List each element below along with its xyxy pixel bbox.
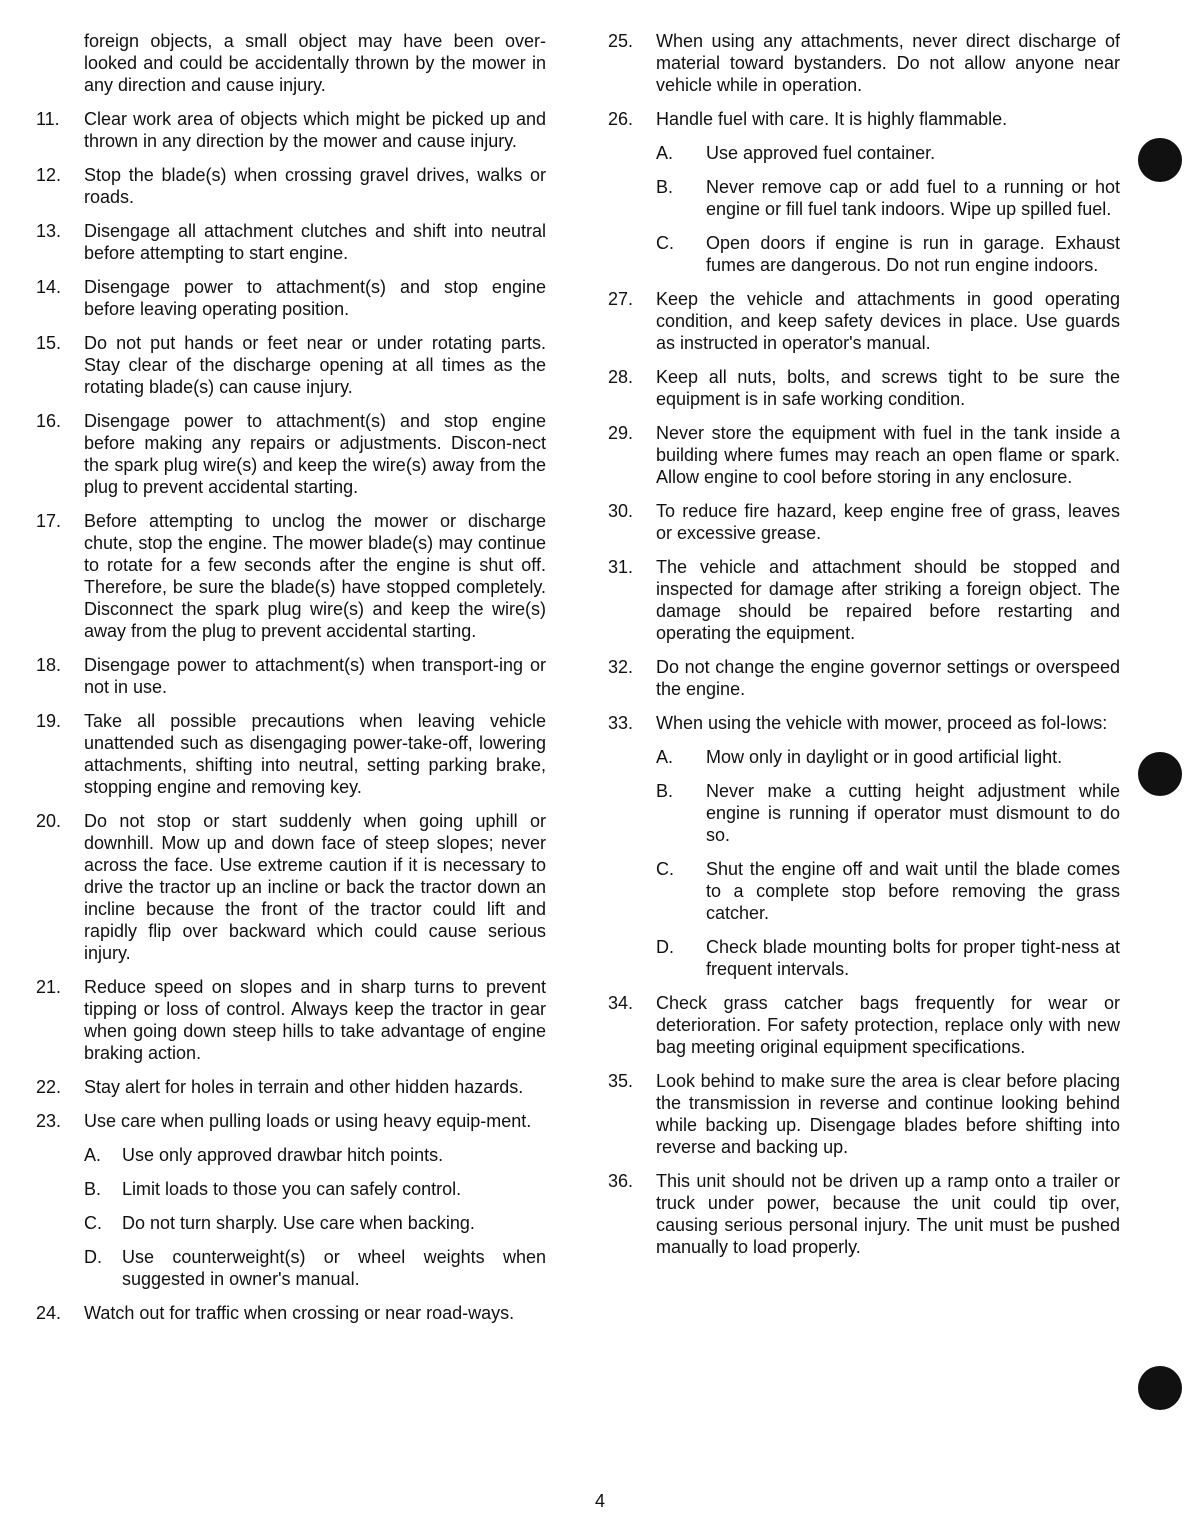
sub-item-text: Never make a cutting height adjustment while engine is running if operator must dismount to do so.: [706, 781, 1120, 845]
list-item-25: [608, 30, 1120, 96]
page-number: 4: [594, 1491, 605, 1511]
item-text: Stay alert for holes in terrain and other hidden hazards.: [84, 1077, 524, 1097]
right-item-list-a: [608, 288, 1120, 700]
binder-hole-icon: [1138, 752, 1182, 796]
item-text: This unit should not be driven up a ramp onto a trailer or truck under power, because the unit could tip over, causing serious personal injury. The unit must be pushed manually to load properly.: [656, 1171, 1120, 1257]
sub-item-text: Check blade mounting bolts for proper tight-ness at frequent intervals.: [706, 937, 1120, 979]
list-item: [36, 1110, 546, 1132]
item-text: When using the vehicle with mower, proceed as fol-lows:: [656, 713, 1108, 733]
item-number: 34.: [608, 993, 634, 1013]
item-number: 36.: [608, 1171, 634, 1191]
item-text: Disengage power to attachment(s) and stop engine before leaving operating position.: [84, 277, 546, 319]
list-item: [36, 654, 546, 698]
item-text: Look behind to make sure the area is clear before placing the transmission in reverse and continue looking behind while backing up. Disengage blades before shifting into reverse and backing up.: [656, 1071, 1120, 1157]
sub-item-letter: D.: [656, 937, 674, 957]
sub-item: [656, 232, 1120, 276]
list-item: [36, 1076, 546, 1098]
sub-item-text: Use approved fuel container.: [706, 143, 936, 163]
item-number: 21.: [36, 977, 62, 997]
item-number: 18.: [36, 655, 62, 675]
item-23-sublist: [84, 1144, 546, 1290]
item-text: Take all possible precautions when leaving vehicle unattended such as disengaging power-take-off, lowering attachments, shifting into neutral, setting parking brake, stopping engine and removing key.: [84, 711, 546, 797]
right-item-list-b: [608, 992, 1120, 1258]
sub-item-text: Use counterweight(s) or wheel weights when suggested in owner's manual.: [122, 1247, 546, 1289]
list-item: [608, 656, 1120, 700]
sub-item: [656, 746, 1120, 768]
item-text: Keep the vehicle and attachments in good operating condition, and keep safety devices in place. Use guards as instructed in operator's manual.: [656, 289, 1120, 353]
list-item: [608, 992, 1120, 1058]
sub-item-letter: A.: [84, 1145, 102, 1165]
list-item: [608, 422, 1120, 488]
sub-item-text: Do not turn sharply. Use care when backing.: [122, 1213, 475, 1233]
list-item: [36, 410, 546, 498]
item-text: Check grass catcher bags frequently for wear or deterioration. For safety protection, replace only with new bag meeting original equipment specifications.: [656, 993, 1120, 1057]
list-item: [36, 164, 546, 208]
list-item: [36, 332, 546, 398]
item-text: The vehicle and attachment should be stopped and inspected for damage after striking a foreign object. The damage should be repaired before restarting and operating the equipment.: [656, 557, 1120, 643]
item-number: 33.: [608, 713, 634, 733]
sub-item-text: Shut the engine off and wait until the blade comes to a complete stop before removing the grass catcher.: [706, 859, 1120, 923]
sub-item-text: Use only approved drawbar hitch points.: [122, 1145, 444, 1165]
sub-item-letter: C.: [84, 1213, 102, 1233]
binder-hole-icon: [1138, 1366, 1182, 1410]
item-text: Disengage power to attachment(s) and stop engine before making any repairs or adjustments. Discon-nect the spark plug wire(s) and keep the wire(s) away from the plug to prevent accidental starting.: [84, 411, 546, 497]
item-text: Before attempting to unclog the mower or discharge chute, stop the engine. The mower blade(s) may continue to rotate for a few seconds after the engine is shut off. Therefore, be sure the blade(s) have stopped completely. Disconnect the spark plug wire(s) and keep the wire(s) away from the plug to prevent accidental starting.: [84, 511, 546, 641]
sub-item-letter: B.: [656, 781, 674, 801]
item-number: 20.: [36, 811, 62, 831]
item-number: 28.: [608, 367, 634, 387]
left-item-list: [36, 108, 546, 1132]
sub-item: [656, 936, 1120, 980]
item-number: 22.: [36, 1077, 62, 1097]
item-number: 17.: [36, 511, 62, 531]
item-text: When using any attachments, never direct discharge of material toward bystanders. Do not allow anyone near vehicle while in operation.: [656, 31, 1120, 95]
list-item: [608, 366, 1120, 410]
item-number: 13.: [36, 221, 62, 241]
sub-item-letter: B.: [84, 1179, 102, 1199]
item-text: Reduce speed on slopes and in sharp turns to prevent tipping or loss of control. Always keep the tractor in gear when going down steep hills to take advantage of engine braking action.: [84, 977, 546, 1063]
item-number: 29.: [608, 423, 634, 443]
sub-item: [84, 1144, 546, 1166]
item-33-sublist: [656, 746, 1120, 980]
item-number: 24.: [36, 1303, 62, 1323]
item-text: Do not change the engine governor settings or overspeed the engine.: [656, 657, 1120, 699]
item-number: 27.: [608, 289, 634, 309]
item-text: Disengage power to attachment(s) when transport-ing or not in use.: [84, 655, 546, 697]
item-number: 31.: [608, 557, 634, 577]
continuation-text: foreign objects, a small object may have been over-looked and could be accidentally thrown by the mower in any direction and cause injury.: [84, 31, 546, 95]
list-item: [36, 276, 546, 320]
list-item: [36, 108, 546, 152]
item-number: 14.: [36, 277, 62, 297]
item-number: 11.: [36, 109, 60, 129]
sub-item-text: Limit loads to those you can safely control.: [122, 1179, 462, 1199]
list-item: [36, 510, 546, 642]
item-text: Watch out for traffic when crossing or near road-ways.: [84, 1303, 515, 1323]
item-text: Use care when pulling loads or using heavy equip-ment.: [84, 1111, 532, 1131]
item-10-continuation: [36, 30, 546, 96]
item-text: Never store the equipment with fuel in the tank inside a building where fumes may reach an open flame or spark. Allow engine to cool before storing in any enclosure.: [656, 423, 1120, 487]
sub-item-letter: D.: [84, 1247, 102, 1267]
item-number: 19.: [36, 711, 62, 731]
sub-item-letter: C.: [656, 859, 674, 879]
sub-item: [656, 142, 1120, 164]
item-number: 12.: [36, 165, 62, 185]
sub-item: [656, 780, 1120, 846]
item-text: Do not put hands or feet near or under rotating parts. Stay clear of the discharge opening at all times as the rotating blade(s) can cause injury.: [84, 333, 546, 397]
sub-item-letter: B.: [656, 177, 674, 197]
item-text: Disengage all attachment clutches and shift into neutral before attempting to start engine.: [84, 221, 546, 263]
item-number: 30.: [608, 501, 634, 521]
sub-item: [84, 1178, 546, 1200]
list-item: [36, 976, 546, 1064]
item-number: 35.: [608, 1071, 634, 1091]
sub-item-letter: C.: [656, 233, 674, 253]
item-text: Keep all nuts, bolts, and screws tight to be sure the equipment is in safe working condition.: [656, 367, 1120, 409]
binder-hole-icon: [1138, 138, 1182, 182]
list-item: [608, 556, 1120, 644]
list-item: [608, 500, 1120, 544]
item-26-sublist: [656, 142, 1120, 276]
sub-item: [84, 1246, 546, 1290]
item-text: Clear work area of objects which might be picked up and thrown in any direction by the mower and cause injury.: [84, 109, 546, 151]
sub-item: [656, 176, 1120, 220]
list-item: [608, 288, 1120, 354]
sub-item: [84, 1212, 546, 1234]
sub-item: [656, 858, 1120, 924]
item-number: 15.: [36, 333, 62, 353]
list-item: [36, 810, 546, 964]
sub-item-text: Never remove cap or add fuel to a running or hot engine or fill fuel tank indoors. Wipe up spilled fuel.: [706, 177, 1120, 219]
list-item-24: [36, 1302, 546, 1324]
item-number: 23.: [36, 1111, 62, 1131]
item-number: 16.: [36, 411, 62, 431]
item-text: Handle fuel with care. It is highly flammable.: [656, 109, 1008, 129]
list-item-26: [608, 108, 1120, 130]
right-column: [608, 30, 1120, 1270]
item-text: Stop the blade(s) when crossing gravel drives, walks or roads.: [84, 165, 546, 207]
sub-item-letter: A.: [656, 143, 674, 163]
sub-item-text: Mow only in daylight or in good artificial light.: [706, 747, 1063, 767]
sub-item-letter: A.: [656, 747, 674, 767]
item-number: 32.: [608, 657, 634, 677]
list-item: [608, 1070, 1120, 1158]
item-text: Do not stop or start suddenly when going uphill or downhill. Mow up and down face of steep slopes; never across the face. Use extreme caution if it is necessary to drive the tractor up an incline or back the tractor down an incline because the front of the tractor could lift and rapidly flip over backward which could cause serious injury.: [84, 811, 546, 963]
left-column: [36, 30, 546, 1336]
list-item-33: [608, 712, 1120, 734]
item-number: 25.: [608, 31, 634, 51]
list-item: [608, 1170, 1120, 1258]
item-number: 26.: [608, 109, 634, 129]
item-text: To reduce fire hazard, keep engine free of grass, leaves or excessive grease.: [656, 501, 1120, 543]
list-item: [36, 220, 546, 264]
list-item: [36, 710, 546, 798]
sub-item-text: Open doors if engine is run in garage. Exhaust fumes are dangerous. Do not run engine indoors.: [706, 233, 1120, 275]
